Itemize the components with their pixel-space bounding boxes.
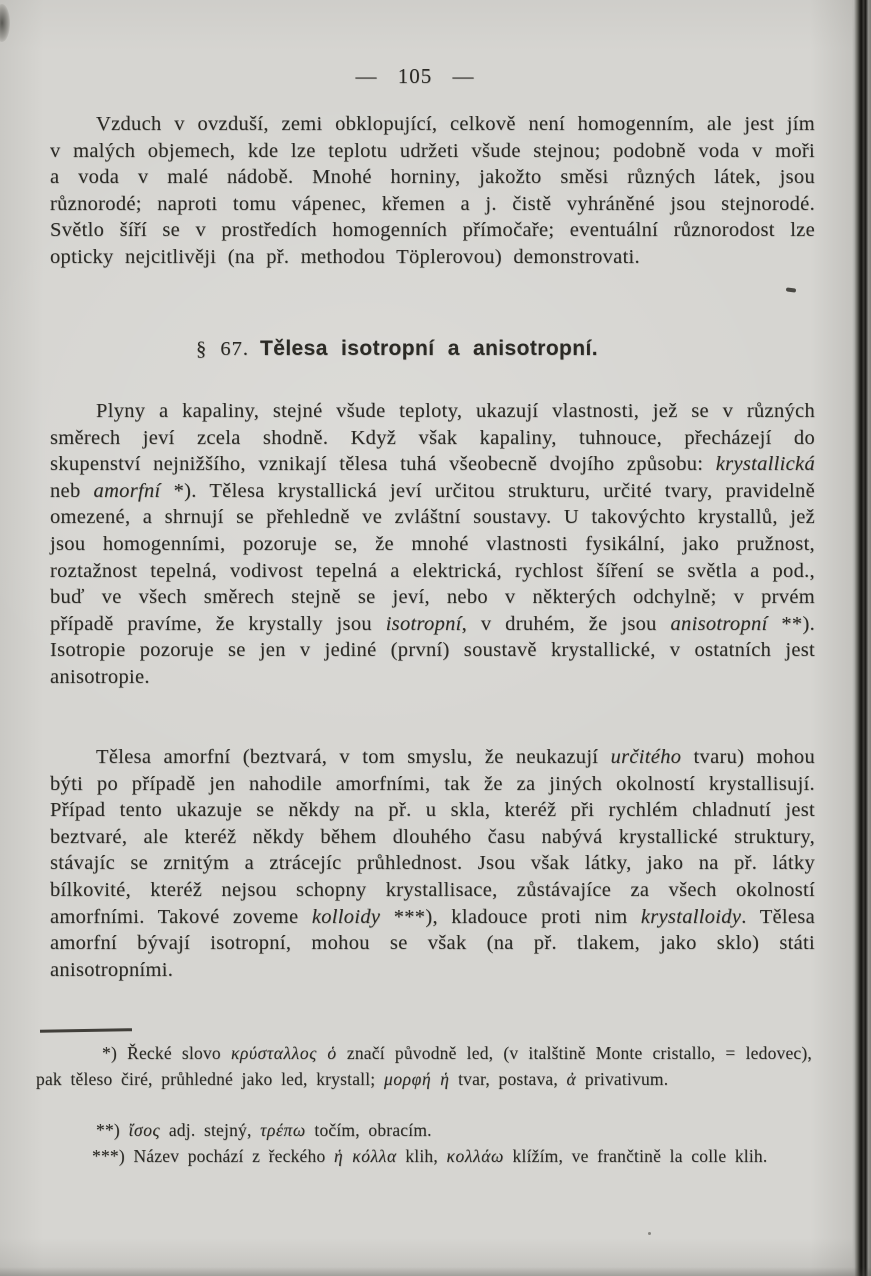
text-run: Plyny a kapaliny, stejné všude teploty, ukazují vlastnosti, jež se v různých směrech jeví zcela shodně. Když však kapaliny, tuhnouce, přecházejí do skupenství nejnižšího, vznikají tělesa tuhá všeobecně dvojího způsobu: [50,400,815,476]
text-run: značí původně led, (v italštině Monte cristallo, = ledovec), pak těleso čiré, průhledné jako led, krystall; [36,1043,813,1089]
footnote-marker: **) [96,1120,129,1140]
greek-word-krystallos: κρύσταλλος ὁ [230,1043,337,1063]
page-number: — 105 — [355,64,475,88]
paper-speck [786,287,796,292]
text-run: Vzduch v ovzduší, zemi obklopující, celkově není homogenním, ale jest jím v malých objemech, kde lze teplotu udržeti všude stejnou; podobně voda v moři a voda v malé nádobě. Mnohé horniny, jakožto směsi různých látek, jsou různorodé; naproti tomu vápenec, křemen a j. čistě vyhráněné jsou stejnorodé. Světlo šíří se v prostředích homogenních přímočaře; eventuální různorodost lze opticky nejcitlivěji (na př. methodou Töplerovou) demonstrovati. [50,113,815,268]
emphasis-krystalloidy: krystalloidy [640,905,742,928]
footnote-marker: ***) [92,1146,134,1166]
text-run: adj. stejný, [160,1120,261,1140]
text-run: klih, [396,1146,447,1166]
emphasis-anisotropni: anisotropní [670,612,768,635]
text-run: *). Tělesa krystallická jeví určitou strukturu, určité tvary, pravidelně omezené, a shrnují se přehledně ve zvláštní soustavy. U takovýchto krystallů, jež jsou homogenními, pozoruje se, že mnohé vlastnosti fysikální, jako pružnost, roztažnost tepelná, vodivost tepelná a elektrická, rychlost šíření se světla a pod., buď ve všech směrech stejně se jeví, nebo v některých odchylně; v prvém případě pravíme, že krystally jsou [50,479,815,635]
footnote-divider [40,1028,132,1033]
footnote-1 [36,1041,812,1093]
text-run: privativum. [576,1068,669,1089]
section-number: § 67. [196,338,250,360]
text-run: Název pochází z řeckého [133,1146,335,1166]
footnote-2 [36,1118,812,1144]
section-heading [42,337,752,361]
emphasis-kolloidy: kolloidy [311,905,381,928]
paragraph-amorphous-bodies [50,744,815,983]
greek-word-morphe: μορφή ἡ [383,1068,450,1089]
emphasis-krystallicka: krystallická [715,453,815,476]
emphasis-urciteho: určitého [610,746,682,768]
greek-word-alpha: ἀ [566,1068,577,1089]
text-run: Řecké slovo [127,1043,231,1063]
greek-word-kolla: ἡ κόλλα [334,1146,397,1166]
text-run: neb [50,479,94,502]
emphasis-amorfni: amorfní [93,479,161,502]
emphasis-isotropni: isotropní [385,612,462,635]
footnote-marker: *) [102,1043,128,1063]
text-run: tvaru) mohou býti po případě jen nahodile amorfními, tak že za jiných okolností krystallisují. Případ tento ukazuje se někdy na př. u skla, kteréž při rychlém chladnutí jest beztvaré, ale kteréž někdy během dlouhého času nabývá krystallické struktury, stávajíc se zrnitým a ztrácejíc průhlednost. Jsou však látky, jako na př. látky bílkovité, kteréž nejsou schopny krystallisace, zůstávajíce za všech okolností amorfními. Takové zoveme [50,746,816,928]
book-page-edge-shadow [852,0,871,1276]
greek-word-isos: ἴσος [128,1120,161,1140]
greek-word-kollao: κολλάω [446,1146,504,1166]
paragraph-intro [50,111,815,271]
text-run: točím, obracím. [305,1120,432,1140]
text-run: **). Isotropie pozoruje se jen v jediné (první) soustavě krystallické, v ostatních jest anisotropie. [50,612,815,688]
text-run: klížím, ve frančtině la colle klih. [503,1146,768,1166]
paper-speck [648,1232,651,1235]
text-run: ***), kladouce proti nim [380,905,641,928]
greek-word-trepo: τρέπω [260,1120,306,1140]
section-title: Tělesa isotropní a anisotropní. [260,337,598,360]
text-run: tvar, postava, [449,1068,567,1089]
footnote-3 [36,1144,812,1170]
text-run: . Tělesa amorfní bývají isotropní, mohou se však (na př. tlakem, jako sklo) státi anisotropními. [50,905,815,981]
paragraph-crystalline-bodies [50,398,815,691]
text-run: Tělesa amorfní (beztvará, v tom smyslu, že neukazují [96,746,611,768]
page-bottom-shadow [0,1267,871,1276]
text-run: , v druhém, že jsou [461,612,671,635]
paper-stain-top-left [0,4,10,42]
